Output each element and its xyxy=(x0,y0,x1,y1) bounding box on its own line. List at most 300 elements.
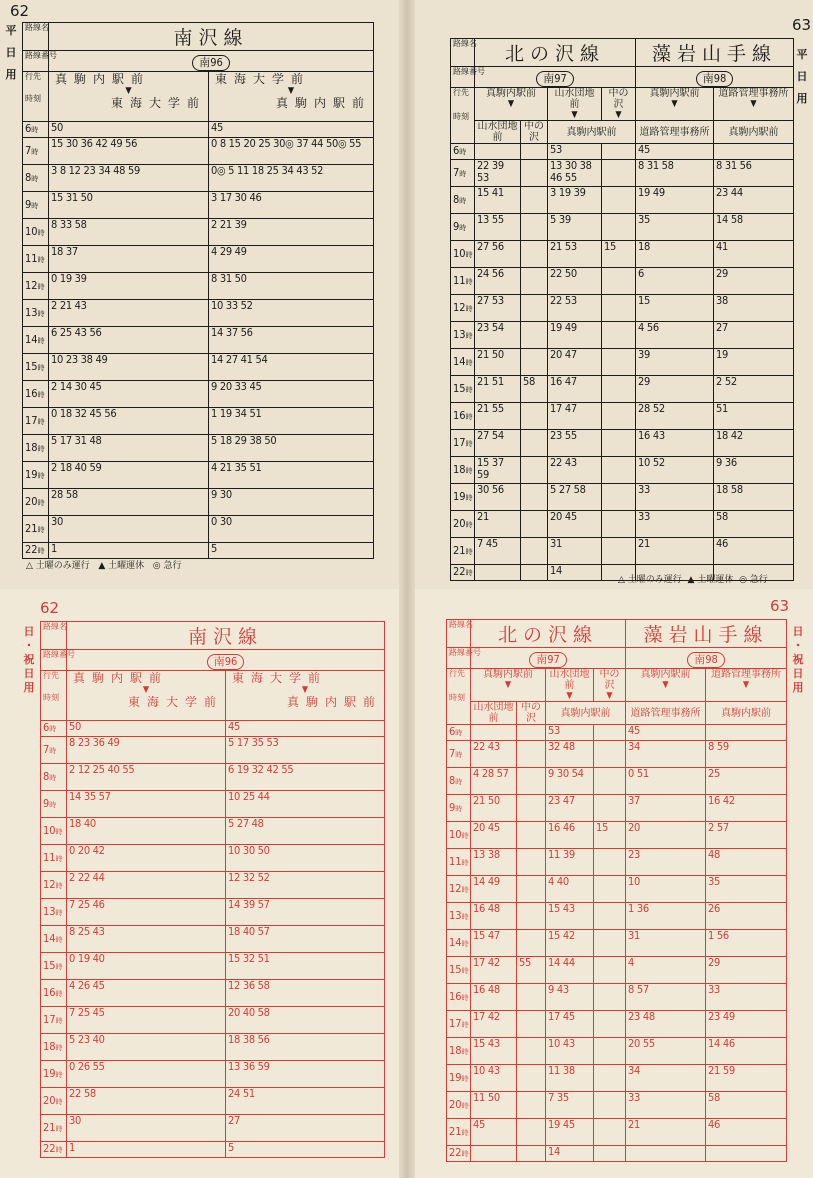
departure-times: 16 43 xyxy=(636,430,714,457)
departure-times: 22 39 53 xyxy=(475,160,521,187)
departure-times: 16 42 xyxy=(706,795,787,822)
origin-stop: 真駒内駅前 xyxy=(649,88,700,99)
departure-times xyxy=(594,1092,626,1119)
hour-row xyxy=(447,1011,787,1038)
departure-times: 2 22 44 xyxy=(67,872,226,899)
departure-times: 5 17 35 53 xyxy=(226,737,385,764)
arrow-down-icon: ▼ xyxy=(662,680,669,690)
departure-times: 23 48 xyxy=(626,1011,706,1038)
direction-1-header xyxy=(471,669,546,702)
destination-cell xyxy=(548,121,636,144)
departure-times: 33 xyxy=(636,484,714,511)
hour-row xyxy=(447,795,787,822)
hour-cell: 22時 xyxy=(451,565,475,581)
hour-row xyxy=(41,899,385,926)
hour-row xyxy=(41,1088,385,1115)
departure-times: 15 32 51 xyxy=(226,953,385,980)
departure-times xyxy=(626,1146,706,1162)
departure-times xyxy=(594,930,626,957)
departure-times xyxy=(602,349,636,376)
destination-stop: 道路管理事務所 xyxy=(630,707,701,719)
hour-row xyxy=(23,138,374,165)
destination-cell xyxy=(517,702,546,725)
hour-row xyxy=(447,768,787,795)
departure-times: 37 xyxy=(626,795,706,822)
departure-times: 22 53 xyxy=(548,295,602,322)
departure-times xyxy=(517,822,546,849)
line-title-1 xyxy=(475,39,636,67)
departure-times xyxy=(517,984,546,1011)
origin-stop: 真駒内駅前 xyxy=(55,72,151,86)
destination-stop: 真駒内駅前 xyxy=(728,126,779,138)
hour-row xyxy=(447,984,787,1011)
route-number-label: 路線番号 xyxy=(41,650,67,671)
hour-cell: 15時 xyxy=(23,354,49,381)
direction-4-header xyxy=(626,669,706,702)
hour-cell: 21時 xyxy=(41,1115,67,1142)
hour-cell: 12時 xyxy=(41,872,67,899)
hour-cell: 8時 xyxy=(451,187,475,214)
direction-5-header xyxy=(706,669,787,702)
departure-times xyxy=(594,903,626,930)
hour-row xyxy=(41,980,385,1007)
departure-times: 10 xyxy=(626,876,706,903)
arrow-down-icon: ▼ xyxy=(615,110,622,120)
hour-cell: 16時 xyxy=(41,980,67,1007)
hour-cell: 21時 xyxy=(447,1119,471,1146)
departure-times: 14 39 57 xyxy=(226,899,385,926)
departure-times: 30 xyxy=(67,1115,226,1142)
departure-times: 10 33 52 xyxy=(209,300,374,327)
departure-times xyxy=(521,565,548,581)
arrow-down-icon: ▼ xyxy=(571,110,578,120)
hour-cell: 18時 xyxy=(447,1038,471,1065)
departure-times: 16 47 xyxy=(548,376,602,403)
origin-stop: 中の沢 xyxy=(608,88,629,110)
departure-times xyxy=(517,725,546,741)
departure-times: 0 18 32 45 56 xyxy=(49,408,209,435)
hour-cell: 7時 xyxy=(41,737,67,764)
arrow-down-icon: ▼ xyxy=(142,685,150,695)
departure-times: 1 56 xyxy=(706,930,787,957)
departure-times: 45 xyxy=(626,725,706,741)
departure-times xyxy=(517,1092,546,1119)
hour-row xyxy=(451,430,794,457)
destination-stop: 真駒内駅前 xyxy=(560,707,611,719)
hour-row xyxy=(451,144,794,160)
hour-cell: 15時 xyxy=(447,957,471,984)
departure-times: 8 59 xyxy=(706,741,787,768)
departure-times xyxy=(517,1119,546,1146)
departure-times: 23 54 xyxy=(475,322,521,349)
departure-times: 20 55 xyxy=(626,1038,706,1065)
departure-times: 26 xyxy=(706,903,787,930)
hour-row xyxy=(451,538,794,565)
destination-stop: 真駒内駅前 xyxy=(287,695,383,709)
departure-times: 5 17 31 48 xyxy=(49,435,209,462)
departure-times: 31 xyxy=(548,538,602,565)
departure-times xyxy=(602,322,636,349)
line-title xyxy=(67,622,385,650)
departure-times xyxy=(602,430,636,457)
departure-times: 22 43 xyxy=(471,741,517,768)
departure-times: 11 38 xyxy=(546,1065,594,1092)
departure-times: 11 50 xyxy=(471,1092,517,1119)
departure-times: 5 xyxy=(226,1142,385,1158)
departure-times: 16 48 xyxy=(471,984,517,1011)
departure-times: 2 52 xyxy=(714,376,794,403)
departure-times xyxy=(517,1038,546,1065)
hour-row xyxy=(447,1065,787,1092)
route-badge: 南98 xyxy=(696,71,734,87)
departure-times: 20 40 58 xyxy=(226,1007,385,1034)
hour-cell: 11時 xyxy=(41,845,67,872)
destination-cell xyxy=(636,121,714,144)
departure-times xyxy=(521,538,548,565)
departure-times: 21 55 xyxy=(475,403,521,430)
departure-times: 0 20 42 xyxy=(67,845,226,872)
departure-times: 13 38 xyxy=(471,849,517,876)
departure-times: 27 54 xyxy=(475,430,521,457)
hour-cell: 18時 xyxy=(41,1034,67,1061)
departure-times xyxy=(602,538,636,565)
hour-row xyxy=(451,322,794,349)
hour-row xyxy=(23,219,374,246)
route-badge: 南96 xyxy=(192,55,230,71)
departure-times: 28 58 xyxy=(49,489,209,516)
departure-times: 5 27 48 xyxy=(226,818,385,845)
departure-times: 53 xyxy=(548,144,602,160)
route-badge: 南98 xyxy=(687,652,725,668)
departure-times xyxy=(517,1011,546,1038)
departure-times: 6 19 32 42 55 xyxy=(226,764,385,791)
hour-row xyxy=(447,957,787,984)
departure-times: 8 31 58 xyxy=(636,160,714,187)
departure-times: 27 xyxy=(714,322,794,349)
departure-times xyxy=(517,768,546,795)
departure-times: 10 30 50 xyxy=(226,845,385,872)
hour-cell: 13時 xyxy=(23,300,49,327)
hour-row xyxy=(23,462,374,489)
departure-times xyxy=(706,1146,787,1162)
arrow-down-icon: ▼ xyxy=(671,99,678,109)
departure-times: 18 38 56 xyxy=(226,1034,385,1061)
departure-times: 3 17 30 46 xyxy=(209,192,374,219)
departure-times xyxy=(521,484,548,511)
departure-times: 45 xyxy=(226,721,385,737)
hour-cell: 19時 xyxy=(447,1065,471,1092)
hour-row xyxy=(41,1061,385,1088)
departure-times: 29 xyxy=(714,268,794,295)
departure-times: 5 39 xyxy=(548,214,602,241)
hour-row xyxy=(23,516,374,543)
departure-times xyxy=(594,1146,626,1162)
departure-times xyxy=(517,876,546,903)
hour-cell: 16時 xyxy=(451,403,475,430)
departure-times: 15 xyxy=(602,241,636,268)
departure-times: 5 23 40 xyxy=(67,1034,226,1061)
departure-times: 10 23 38 49 xyxy=(49,354,209,381)
departure-times xyxy=(714,144,794,160)
departure-times: 30 56 xyxy=(475,484,521,511)
departure-times: 29 xyxy=(706,957,787,984)
line-title-2 xyxy=(626,620,787,648)
hour-cell: 14時 xyxy=(451,349,475,376)
departure-times xyxy=(521,403,548,430)
line-name: 南沢線 xyxy=(173,27,249,49)
line-name: 南沢線 xyxy=(188,626,264,648)
hour-cell: 14時 xyxy=(41,926,67,953)
departure-times xyxy=(517,795,546,822)
route-number-label: 路線番号 xyxy=(451,67,475,88)
departure-times: 13 30 38 46 55 xyxy=(548,160,602,187)
departure-times: 33 xyxy=(706,984,787,1011)
departure-times: 21 xyxy=(475,511,521,538)
departure-times: 15 37 59 xyxy=(475,457,521,484)
departure-times: 55 xyxy=(517,957,546,984)
departure-times xyxy=(517,930,546,957)
route-name-label: 路線名 xyxy=(23,23,49,51)
departure-times: 15 43 xyxy=(546,903,594,930)
hour-cell: 22時 xyxy=(41,1142,67,1158)
hour-cell: 18時 xyxy=(23,435,49,462)
departure-times: 0 26 55 xyxy=(67,1061,226,1088)
hour-cell: 6時 xyxy=(447,725,471,741)
departure-times: 17 47 xyxy=(548,403,602,430)
departure-times: 50 xyxy=(67,721,226,737)
departure-times: 18 40 57 xyxy=(226,926,385,953)
hour-cell: 7時 xyxy=(23,138,49,165)
direction-4-header xyxy=(636,88,714,121)
hour-row xyxy=(451,403,794,430)
departure-times: 27 56 xyxy=(475,241,521,268)
departure-times: 18 40 xyxy=(67,818,226,845)
hour-row xyxy=(23,165,374,192)
origin-stop: 道路管理事務所 xyxy=(711,669,782,680)
hour-cell: 17時 xyxy=(23,408,49,435)
hour-row xyxy=(41,764,385,791)
departure-times: 23 55 xyxy=(548,430,602,457)
direction-1-header xyxy=(475,88,548,121)
dest-time-label: 行先 時刻 xyxy=(41,671,67,721)
departure-times: 14 37 56 xyxy=(209,327,374,354)
departure-times xyxy=(521,295,548,322)
departure-times: 16 48 xyxy=(471,903,517,930)
arrow-down-icon: ▼ xyxy=(566,691,573,701)
departure-times: 8 33 58 xyxy=(49,219,209,246)
dest-time-label: 行先 時刻 xyxy=(447,669,471,725)
departure-times xyxy=(521,160,548,187)
hour-row xyxy=(41,926,385,953)
hour-cell: 9時 xyxy=(41,791,67,818)
departure-times: 2 18 40 59 xyxy=(49,462,209,489)
departure-times: 20 47 xyxy=(548,349,602,376)
hour-row xyxy=(23,122,374,138)
departure-times xyxy=(521,349,548,376)
line-title xyxy=(49,23,374,51)
departure-times xyxy=(471,1146,517,1162)
hour-row xyxy=(41,872,385,899)
route-number-label: 路線番号 xyxy=(23,51,49,72)
hour-cell: 21時 xyxy=(451,538,475,565)
departure-times: 58 xyxy=(706,1092,787,1119)
departure-times: 58 xyxy=(521,376,548,403)
departure-times: 21 xyxy=(626,1119,706,1146)
departure-times: 20 xyxy=(626,822,706,849)
departure-times xyxy=(706,725,787,741)
direction-1-header xyxy=(67,671,226,721)
route-name-label: 路線名 xyxy=(41,622,67,650)
hour-row xyxy=(23,273,374,300)
departure-times xyxy=(602,403,636,430)
departure-times: 2 21 39 xyxy=(209,219,374,246)
destination-cell xyxy=(626,702,706,725)
hour-row xyxy=(23,246,374,273)
page-number-right: 63 xyxy=(770,597,790,615)
direction-2-header xyxy=(548,88,602,121)
hour-cell: 19時 xyxy=(23,462,49,489)
departure-times: 10 43 xyxy=(471,1065,517,1092)
departure-times: 30 xyxy=(49,516,209,543)
departure-times xyxy=(594,957,626,984)
departure-times xyxy=(475,565,521,581)
departure-times: 17 42 xyxy=(471,1011,517,1038)
departure-times: 15 31 50 xyxy=(49,192,209,219)
hour-cell: 8時 xyxy=(23,165,49,192)
hour-row xyxy=(451,268,794,295)
hour-cell: 19時 xyxy=(451,484,475,511)
line-name: 藻岩山手線 xyxy=(643,624,769,646)
hour-cell: 9時 xyxy=(23,192,49,219)
departure-times: 5 18 29 38 50 xyxy=(209,435,374,462)
hour-row xyxy=(23,381,374,408)
departure-times xyxy=(594,725,626,741)
hour-row xyxy=(451,214,794,241)
departure-times: 9 30 54 xyxy=(546,768,594,795)
timetable-kitanosawa-moiwa xyxy=(446,619,787,1162)
departure-times: 6 25 43 56 xyxy=(49,327,209,354)
departure-times: 14 44 xyxy=(546,957,594,984)
departure-times: 3 19 39 xyxy=(548,187,602,214)
departure-times xyxy=(521,322,548,349)
departure-times: 12 36 58 xyxy=(226,980,385,1007)
departure-times: 8 23 36 49 xyxy=(67,737,226,764)
direction-2-header xyxy=(226,671,385,721)
departure-times: 10 52 xyxy=(636,457,714,484)
departure-times: 41 xyxy=(714,241,794,268)
departure-times: 15 42 xyxy=(546,930,594,957)
hour-row xyxy=(447,1119,787,1146)
direction-3-header xyxy=(594,669,626,702)
hour-cell: 13時 xyxy=(41,899,67,926)
destination-cell xyxy=(521,121,548,144)
departure-times xyxy=(594,1065,626,1092)
departure-times: 2 14 30 45 xyxy=(49,381,209,408)
departure-times: 22 43 xyxy=(548,457,602,484)
destination-cell xyxy=(471,702,517,725)
departure-times: 2 21 43 xyxy=(49,300,209,327)
departure-times: 0 51 xyxy=(626,768,706,795)
hour-row xyxy=(451,484,794,511)
departure-times xyxy=(602,457,636,484)
departure-times: 15 xyxy=(636,295,714,322)
departure-times: 34 xyxy=(626,741,706,768)
departure-times xyxy=(521,144,548,160)
arrow-down-icon: ▼ xyxy=(742,680,750,690)
departure-times: 18 xyxy=(636,241,714,268)
destination-stop: 東海大学前 xyxy=(110,96,206,110)
departure-times: 8 31 50 xyxy=(209,273,374,300)
route-badge: 南96 xyxy=(207,654,245,670)
page-number-left: 62 xyxy=(40,599,60,617)
departure-times: 21 xyxy=(636,538,714,565)
departure-times: 19 49 xyxy=(548,322,602,349)
departure-times: 2 12 25 40 55 xyxy=(67,764,226,791)
departure-times xyxy=(602,376,636,403)
hour-row xyxy=(41,845,385,872)
route-badge: 南97 xyxy=(529,652,567,668)
side-label-left: 平 日 用 xyxy=(5,24,17,81)
arrow-down-icon: ▼ xyxy=(125,86,132,96)
direction-2-header xyxy=(209,72,374,122)
departure-times: 22 50 xyxy=(548,268,602,295)
legend-left: △ 土曜のみ運行 ▲ 土曜運休 ◎ 急行 xyxy=(26,561,182,571)
origin-stop: 東海大学前 xyxy=(232,671,328,685)
hour-row xyxy=(451,457,794,484)
departure-times: 4 56 xyxy=(636,322,714,349)
dest-time-label: 行先 時刻 xyxy=(451,88,475,144)
departure-times: 12 32 52 xyxy=(226,872,385,899)
hour-row xyxy=(447,1146,787,1162)
hour-cell: 19時 xyxy=(41,1061,67,1088)
departure-times xyxy=(594,876,626,903)
departure-times: 9 30 xyxy=(209,489,374,516)
hour-cell: 20時 xyxy=(451,511,475,538)
departure-times: 0 8 15 20 25 30◎ 37 44 50◎ 55 xyxy=(209,138,374,165)
departure-times: 27 xyxy=(226,1115,385,1142)
arrow-down-icon: ▼ xyxy=(606,691,613,701)
departure-times xyxy=(602,484,636,511)
hour-cell: 21時 xyxy=(23,516,49,543)
departure-times: 14 35 57 xyxy=(67,791,226,818)
line-name: 北の沢線 xyxy=(498,624,599,646)
departure-times: 14 58 xyxy=(714,214,794,241)
holiday-spread xyxy=(0,589,813,1178)
hour-row xyxy=(23,300,374,327)
origin-stop: 中の沢 xyxy=(599,669,620,691)
departure-times xyxy=(594,795,626,822)
departure-times: 0 19 40 xyxy=(67,953,226,980)
hour-row xyxy=(41,1034,385,1061)
departure-times: 20 45 xyxy=(548,511,602,538)
route-badge: 南97 xyxy=(536,71,574,87)
departure-times: 14 xyxy=(546,1146,594,1162)
hour-cell: 7時 xyxy=(447,741,471,768)
hour-row xyxy=(41,737,385,764)
hour-cell: 14時 xyxy=(23,327,49,354)
departure-times: 2 57 xyxy=(706,822,787,849)
departure-times: 39 xyxy=(636,349,714,376)
departure-times: 0 19 39 xyxy=(49,273,209,300)
departure-times: 9 43 xyxy=(546,984,594,1011)
departure-times xyxy=(517,741,546,768)
hour-row xyxy=(447,1038,787,1065)
destination-stop: 道路管理事務所 xyxy=(639,126,710,138)
hour-cell: 17時 xyxy=(451,430,475,457)
departure-times: 7 25 46 xyxy=(67,899,226,926)
departure-times: 21 59 xyxy=(706,1065,787,1092)
departure-times: 1 xyxy=(67,1142,226,1158)
